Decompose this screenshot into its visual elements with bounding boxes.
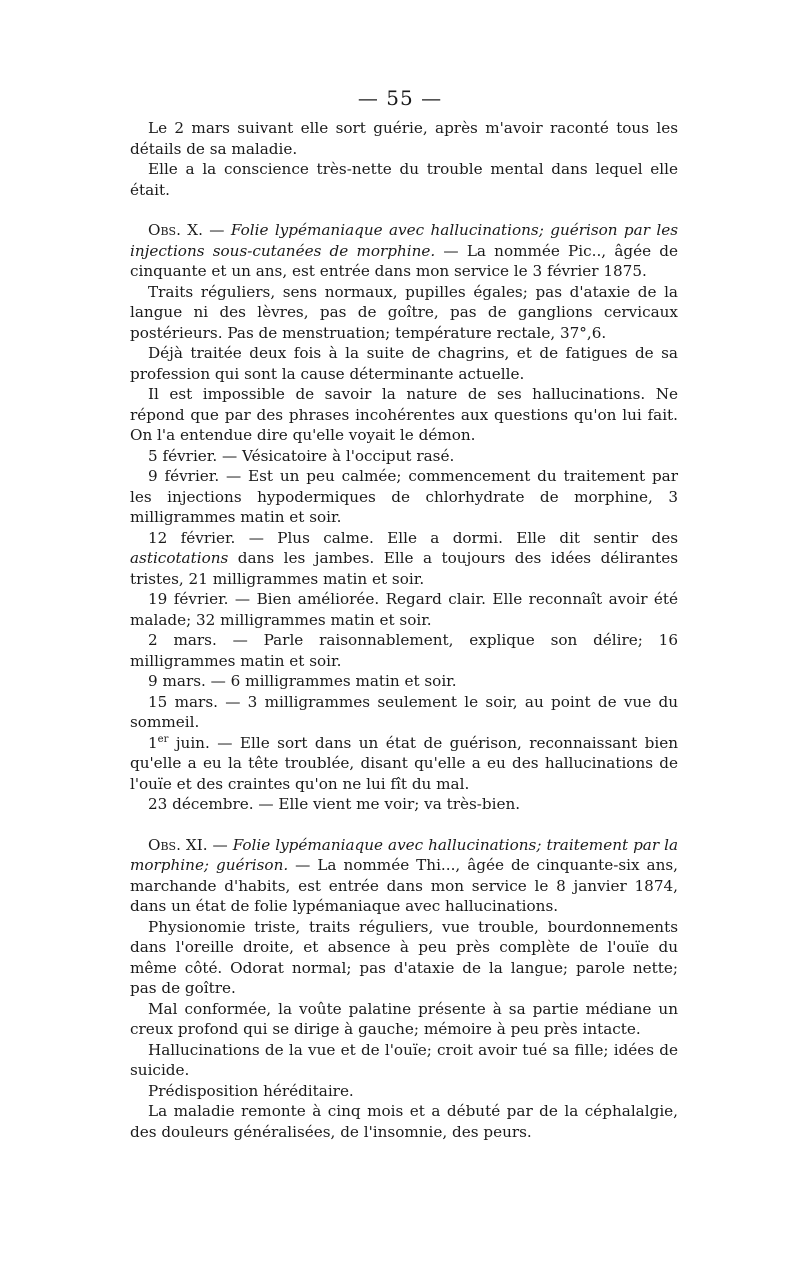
paragraph: Le 2 mars suivant elle sort guérie, après m'avoir raconté tous les détails de sa maladie. [130,119,678,158]
paragraph: Traits réguliers, sens normaux, pupilles égales; pas d'ataxie de la langue ni des lèvres, pas de goître, pas de ganglions cervicaux postérieurs. Pas de menstruation; température rectale, 37°,6. [130,282,678,342]
paragraph: 9 février. — Est un peu calmée; commencement du traitement par les injections hypodermiques de chlorhydrate de morphine, 3 milligrammes matin et soir. [130,467,678,526]
paragraph: 15 mars. — 3 milligrammes seulement le soir, au point de vue du sommeil. [130,692,678,731]
paragraph: Déjà traitée deux fois à la suite de chagrins, et de fatigues de sa profession qui sont la cause déterminante actuelle. [130,344,678,383]
paragraph: 1er juin. — Elle sort dans un état de guérison, reconnaissant bien qu'elle a eu la tête troublée, disant qu'elle a eu des hallucinations de l'ouïe et des craintes qu'on ne lui fît du mal. [130,733,678,793]
paragraph: Physionomie triste, traits réguliers, vue trouble, bourdonnements dans l'oreille droite, et absence à peu près complète de l'ouïe du même côté. Odorat normal; pas d'ataxie de la langue; parole nette; pas de goître. [130,917,678,997]
page-number: — 55 — [357,86,443,110]
paragraph: 5 février. — Vésicatoire à l'occiput rasé. [148,446,455,465]
paragraph: Mal conformée, la voûte palatine présente à sa partie médiane un creux profond qui se dirige à gauche; mémoire à peu près intacte. [130,999,678,1038]
observation-10-heading: Obs. X. — Folie lypémaniaque avec hallucinations; guérison par les injections sous-cutanées de morphine. — La nommée Pic.., âgée de cinquante et un ans, est entrée dans mon service le 3 février 1875. [130,221,678,280]
observation-intro: — La nommée Pic.., âgée de cinquante et un ans, est entrée dans mon service le 3 février 1875. [130,241,678,280]
observation-11-heading: Obs. XI. — Folie lypémaniaque avec hallucinations; traitement par la morphine; guérison. — La nommée Thi..., âgée de cinquante-six ans, marchande d'habits, est entrée dans mon service le 8 janvier 1874, dans un état de folie lypémaniaque avec hallucinations. [130,835,679,915]
paragraph: 2 mars. — Parle raisonnablement, explique son délire; 16 milligrammes matin et soir. [130,631,678,670]
observation-intro: — La nommée Thi..., âgée de cinquante-six ans, marchande d'habits, est entrée dans mon service le 8 janvier 1874, dans un état de folie lypémaniaque avec hallucinations. [130,856,679,915]
paragraph: 9 mars. — 6 milligrammes matin et soir. [148,672,457,690]
observation-label: Obs. X. [148,221,203,239]
paragraph: Hallucinations de la vue et de l'ouïe; croit avoir tué sa fille; idées de suicide. [130,1040,678,1079]
page-body [130,118,678,1142]
paragraph: Prédisposition héréditaire. [148,1081,354,1100]
observation-title: Folie lypémaniaque avec hallucinations; guérison par les injections sous-cutanées de morphine. [130,221,678,260]
paragraph: Il est impossible de savoir la nature de ses hallucinations. Ne répond que par des phrases incohérentes aux questions qu'on lui fait. On l'a entendue dire qu'elle voyait le démon. [130,385,678,444]
paragraph: 19 février. — Bien améliorée. Regard clair. Elle reconnaît avoir été malade; 32 milligrammes matin et soir. [130,590,678,629]
paragraph: 12 février. — Plus calme. Elle a dormi. Elle dit sentir des asticotations dans les jambes. Elle a toujours des idées délirantes tristes, 21 milligrammes matin et soir. [130,528,678,588]
paragraph: La maladie remonte à cinq mois et a débuté par de la céphalalgie, des douleurs généralisées, de l'insomnie, des peurs. [130,1102,678,1141]
paragraph: 23 décembre. — Elle vient me voir; va très-bien. [148,795,521,813]
paragraph: Elle a la conscience très-nette du trouble mental dans lequel elle était. [130,160,678,199]
observation-title: Folie lypémaniaque avec hallucinations; traitement par la morphine; guérison. [130,835,679,874]
observation-label: Obs. XI. [148,835,208,854]
